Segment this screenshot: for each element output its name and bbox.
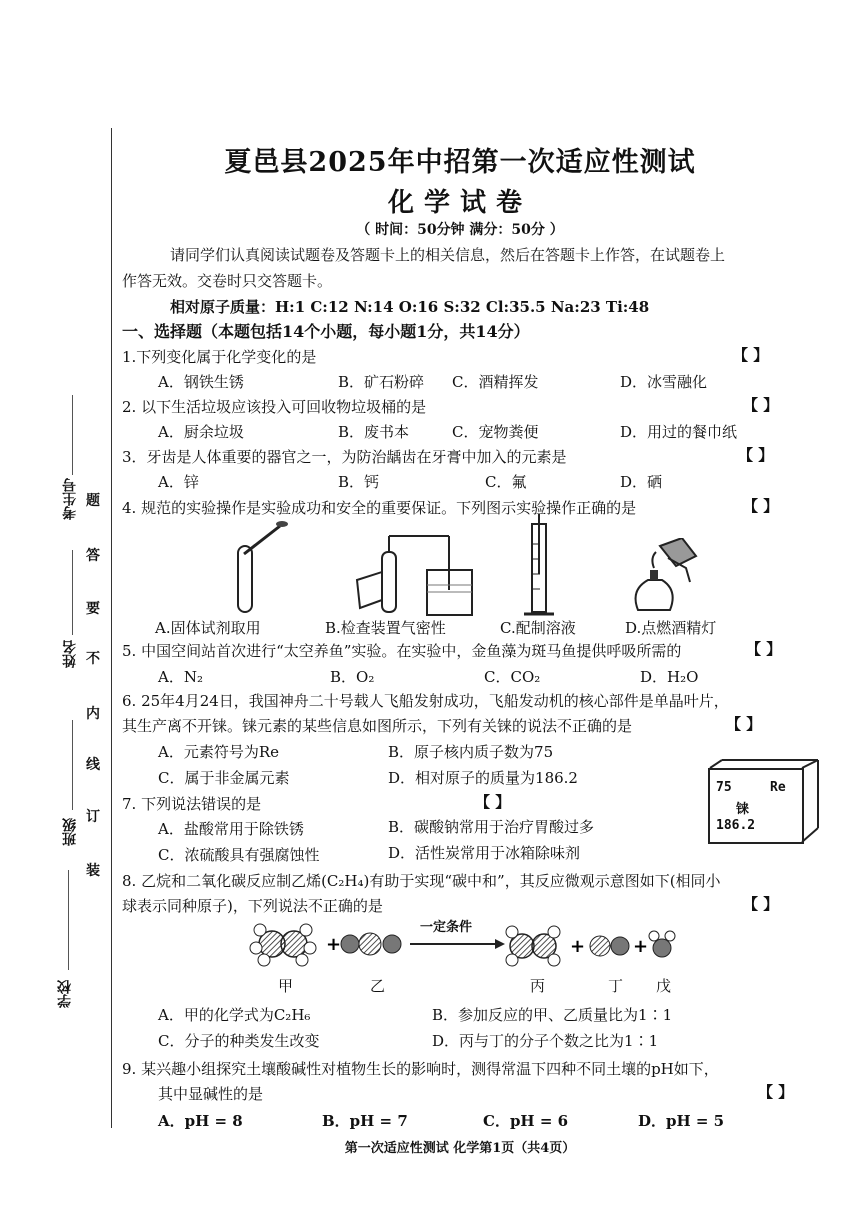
q4-answer-bracket[interactable]: 【 】	[743, 497, 779, 515]
q4-stem: 4. 规范的实验操作是实验成功和安全的重要保证。下列图示实验操作正确的是	[122, 499, 637, 517]
seal-char: 要	[86, 601, 100, 617]
seal-char: 线	[86, 757, 100, 773]
q9-stem-line2: 其中显碱性的是	[158, 1085, 264, 1103]
q1-stem: 1.下列变化属于化学变化的是	[122, 348, 317, 366]
q6-option-d[interactable]: D．相对原子的质量为186.2	[388, 769, 578, 787]
label-bing: 丙	[530, 977, 546, 995]
q3-stem: 3．牙齿是人体重要的器官之一，为防治龋齿在牙膏中加入的元素是	[122, 448, 567, 466]
q5-option-c[interactable]: C．CO₂	[484, 668, 541, 686]
seal-char: 装	[86, 863, 100, 879]
q1-option-b[interactable]: B．矿石粉碎	[338, 373, 425, 391]
class-field[interactable]	[72, 720, 73, 810]
q5-option-a[interactable]: A．N₂	[158, 668, 203, 686]
reaction-condition: 一定条件	[420, 920, 473, 935]
atomic-masses: 相对原子质量：H:1 C:12 N:14 O:16 S:32 Cl:35.5 Na:23 Ti:48	[170, 298, 650, 316]
q2-option-c[interactable]: C．宠物粪便	[452, 423, 539, 441]
name-field[interactable]	[72, 550, 73, 635]
q8-option-b[interactable]: B．参加反应的甲、乙质量比为1∶1	[432, 1006, 673, 1024]
element-number: 75	[716, 780, 732, 795]
solid-reagent-illustration	[230, 518, 290, 618]
q7-answer-bracket[interactable]: 【 】	[475, 793, 511, 811]
seal-char: 订	[86, 809, 100, 825]
q8-option-c[interactable]: C．分子的种类发生改变	[158, 1032, 320, 1050]
element-card-cube-edges	[708, 758, 828, 858]
q9-stem-line1: 9. 某兴趣小组探究土壤酸碱性对植物生长的影响时，测得常温下四种不同土壤的pH如下，	[122, 1060, 719, 1078]
exam-no-field[interactable]	[72, 395, 73, 475]
q1-option-c[interactable]: C．酒精挥发	[452, 373, 539, 391]
q6-option-a[interactable]: A．元素符号为Re	[158, 743, 280, 761]
seal-char: 答	[86, 548, 100, 564]
label-yi: 乙	[370, 977, 386, 995]
instructions-line2: 作答无效。交卷时只交答题卡。	[122, 272, 333, 290]
exam-no-label: 考生号	[62, 478, 78, 520]
seal-char: 题	[86, 493, 100, 509]
q9-answer-bracket[interactable]: 【 】	[758, 1083, 794, 1101]
exam-subtitle: 化学试卷	[387, 188, 532, 218]
q2-answer-bracket[interactable]: 【 】	[743, 396, 779, 414]
q4-option-c[interactable]: C.配制溶液	[500, 619, 576, 637]
q2-option-a[interactable]: A．厨余垃圾	[158, 423, 244, 441]
element-name: 铼	[736, 802, 750, 817]
q8-stem-line2: 球表示同种原子)，下列说法不正确的是	[122, 897, 383, 915]
q4-option-b[interactable]: B.检查装置气密性	[325, 619, 446, 637]
q6-option-b[interactable]: B．原子核内质子数为75	[388, 743, 554, 761]
q3-option-a[interactable]: A．锌	[158, 473, 199, 491]
q3-option-d[interactable]: D．硒	[620, 473, 663, 491]
q2-option-d[interactable]: D．用过的餐巾纸	[620, 423, 738, 441]
q9-option-a[interactable]: A．pH = 8	[158, 1112, 243, 1130]
exam-meta: （ 时间：50分钟 满分：50分 ）	[356, 222, 564, 238]
q6-option-c[interactable]: C．属于非金属元素	[158, 769, 290, 787]
q6-stem-line2: 其生产离不开铼。铼元素的某些信息如图所示，下列有关铼的说法不正确的是	[122, 717, 633, 735]
q7-option-a[interactable]: A．盐酸常用于除铁锈	[158, 820, 304, 838]
q5-option-b[interactable]: B．O₂	[330, 668, 375, 686]
class-label: 班级	[62, 818, 78, 846]
q5-option-d[interactable]: D．H₂O	[640, 668, 699, 686]
alcohol-lamp-illustration	[620, 538, 700, 616]
school-label: 学校	[57, 980, 73, 1008]
page-footer: 第一次适应性测试 化学第1页（共4页）	[344, 1141, 576, 1156]
q8-stem-line1: 8. 乙烷和二氧化碳反应制乙烯(C₂H₄)有助于实现“碳中和”，其反应微观示意图如下(相同小	[122, 872, 721, 890]
svg-text:+: +	[633, 936, 649, 957]
label-jia: 甲	[278, 977, 294, 995]
instructions-line1: 请同学们认真阅读试题卷及答题卡上的相关信息，然后在答题卡上作答，在试题卷上	[170, 246, 726, 264]
q4-option-a[interactable]: A.固体试剂取用	[155, 619, 261, 637]
school-field[interactable]	[68, 870, 69, 970]
q8-option-a[interactable]: A．甲的化学式为C₂H₆	[158, 1006, 311, 1024]
q8-option-d[interactable]: D．丙与丁的分子个数之比为1∶1	[432, 1032, 659, 1050]
svg-text:+: +	[570, 936, 586, 957]
exam-title: 夏邑县2025年中招第一次适应性测试	[224, 147, 696, 178]
element-mass: 186.2	[716, 818, 756, 833]
seal-char: 不	[86, 651, 100, 667]
q3-answer-bracket[interactable]: 【 】	[738, 446, 774, 464]
q7-stem: 7. 下列说法错误的是	[122, 795, 262, 813]
q1-option-a[interactable]: A．钢铁生锈	[158, 373, 244, 391]
q5-answer-bracket[interactable]: 【 】	[746, 640, 782, 658]
q9-option-c[interactable]: C．pH = 6	[483, 1112, 569, 1130]
label-wu: 戊	[656, 977, 672, 995]
q4-option-d[interactable]: D.点燃酒精灯	[625, 619, 717, 637]
q1-answer-bracket[interactable]: 【 】	[733, 346, 769, 364]
q9-option-d[interactable]: D．pH = 5	[638, 1112, 725, 1130]
q3-option-c[interactable]: C．氟	[485, 473, 527, 491]
airtight-check-illustration	[352, 530, 487, 620]
binding-line	[111, 128, 112, 1128]
element-symbol: Re	[770, 780, 786, 795]
q3-option-b[interactable]: B．钙	[338, 473, 380, 491]
q7-option-b[interactable]: B．碳酸钠常用于治疗胃酸过多	[388, 818, 595, 836]
seal-char: 内	[86, 706, 100, 722]
q7-option-d[interactable]: D．活性炭常用于冰箱除味剂	[388, 844, 581, 862]
section-title: 一、选择题（本题包括14个小题，每小题1分，共14分）	[122, 322, 530, 341]
label-ding: 丁	[608, 977, 624, 995]
q7-option-c[interactable]: C．浓硫酸具有强腐蚀性	[158, 846, 320, 864]
q2-option-b[interactable]: B．废书本	[338, 423, 410, 441]
q6-answer-bracket[interactable]: 【 】	[726, 715, 762, 733]
name-label: 姓名	[62, 640, 78, 668]
q1-option-d[interactable]: D．冰雪融化	[620, 373, 708, 391]
q6-stem-line1: 6. 25年4月24日，我国神舟二十号载人飞船发射成功，飞船发动机的核心部件是单晶叶片，	[122, 692, 729, 710]
cylinder-illustration	[520, 514, 560, 622]
svg-text:+: +	[326, 934, 342, 955]
q2-stem: 2. 以下生活垃圾应该投入可回收物垃圾桶的是	[122, 398, 427, 416]
q8-answer-bracket[interactable]: 【 】	[743, 895, 779, 913]
q9-option-b[interactable]: B．pH = 7	[322, 1112, 408, 1130]
q5-stem: 5. 中国空间站首次进行“太空养鱼”实验。在实验中，金鱼藻为斑马鱼提供呼吸所需的	[122, 642, 682, 660]
